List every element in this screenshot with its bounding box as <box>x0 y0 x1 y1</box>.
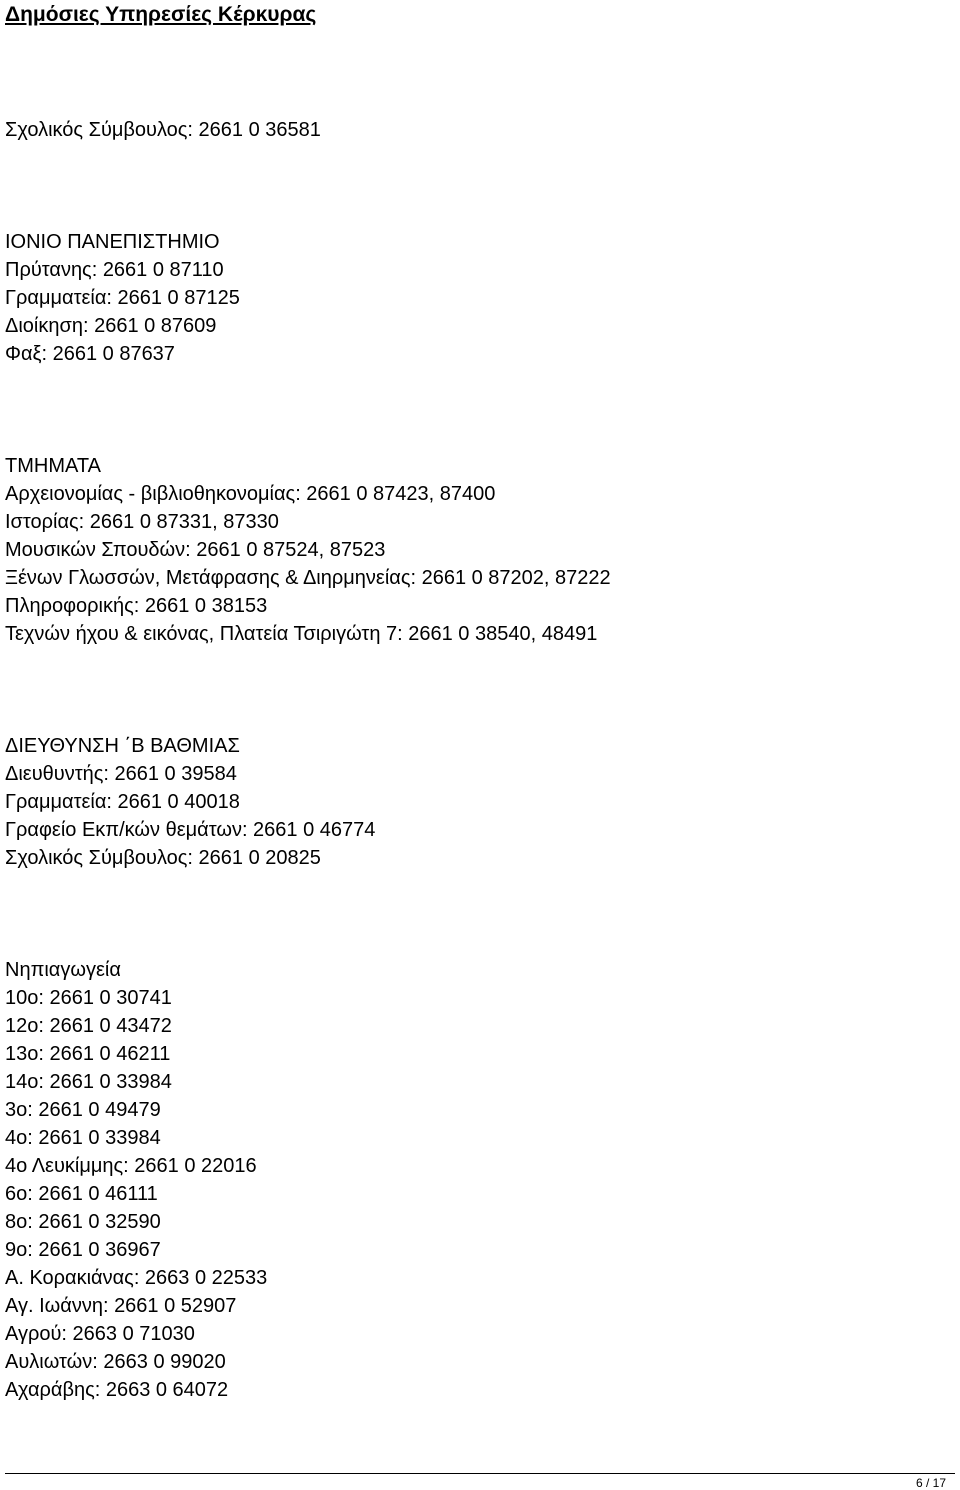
text-line: 13ο: 2661 0 46211 <box>5 1043 171 1065</box>
text-line: 8ο: 2661 0 32590 <box>5 1211 161 1233</box>
text-line: Γραμματεία: 2661 0 87125 <box>5 287 240 309</box>
text-line: Σχολικός Σύμβουλος: 2661 0 20825 <box>5 847 321 869</box>
section-secondary-education <box>5 732 375 872</box>
text-line: Αρχειονομίας - βιβλιοθηκονομίας: 2661 0 87423, 87400 <box>5 483 496 505</box>
section-ionian-university <box>5 228 240 368</box>
text-line: Γραφείο Εκπ/κών θεμάτων: 2661 0 46774 <box>5 819 376 841</box>
text-line: Αγρού: 2663 0 71030 <box>5 1323 195 1345</box>
text-line: Φαξ: 2661 0 87637 <box>5 343 175 365</box>
text-line: Σχολικός Σύμβουλος: 2661 0 36581 <box>5 119 321 141</box>
site-title-link[interactable]: Δημόσιες Υπηρεσίες Κέρκυρας <box>5 3 317 26</box>
section-kindergartens <box>5 956 267 1404</box>
text-line: Γραμματεία: 2661 0 40018 <box>5 791 240 813</box>
text-line: Αχαράβης: 2663 0 64072 <box>5 1379 229 1401</box>
text-line: 3ο: 2661 0 49479 <box>5 1099 161 1121</box>
page-number: 6 / 17 <box>915 1476 946 1490</box>
text-line: Αγ. Ιωάννη: 2661 0 52907 <box>5 1295 237 1317</box>
text-line: Μουσικών Σπουδών: 2661 0 87524, 87523 <box>5 539 386 561</box>
text-line: 10ο: 2661 0 30741 <box>5 987 172 1009</box>
text-line: Διευθυντής: 2661 0 39584 <box>5 763 237 785</box>
section-heading: Νηπιαγωγεία <box>5 959 121 981</box>
footer-divider <box>5 1473 955 1474</box>
text-line: Διοίκηση: 2661 0 87609 <box>5 315 217 337</box>
section-departments <box>5 452 611 648</box>
text-line: Ιστορίας: 2661 0 87331, 87330 <box>5 511 279 533</box>
text-line: 4ο: 2661 0 33984 <box>5 1127 161 1149</box>
section-heading: ΤΜΗΜΑΤΑ <box>5 455 101 477</box>
text-line: 14ο: 2661 0 33984 <box>5 1071 172 1093</box>
text-line: Ξένων Γλωσσών, Μετάφρασης & Διηρμηνείας: 2661 0 87202, 87222 <box>5 567 611 589</box>
text-line: Τεχνών ήχου & εικόνας, Πλατεία Τσιριγώτη 7: 2661 0 38540, 48491 <box>5 623 598 645</box>
text-line: Πληροφορικής: 2661 0 38153 <box>5 595 268 617</box>
text-line: 4ο Λευκίμμης: 2661 0 22016 <box>5 1155 257 1177</box>
text-line: 12ο: 2661 0 43472 <box>5 1015 172 1037</box>
section-heading: ΔΙΕΥΘΥΝΣΗ ΄Β ΒΑΘΜΙΑΣ <box>5 735 240 757</box>
section-school-advisor <box>5 116 321 144</box>
text-line: Πρύτανης: 2661 0 87110 <box>5 259 224 281</box>
text-line: 9ο: 2661 0 36967 <box>5 1239 161 1261</box>
text-line: Αυλιωτών: 2663 0 99020 <box>5 1351 226 1373</box>
text-line: Α. Κορακιάνας: 2663 0 22533 <box>5 1267 268 1289</box>
section-heading: ΙΟΝΙΟ ΠΑΝΕΠΙΣΤΗΜΙΟ <box>5 231 220 253</box>
text-line: 6ο: 2661 0 46111 <box>5 1183 158 1205</box>
